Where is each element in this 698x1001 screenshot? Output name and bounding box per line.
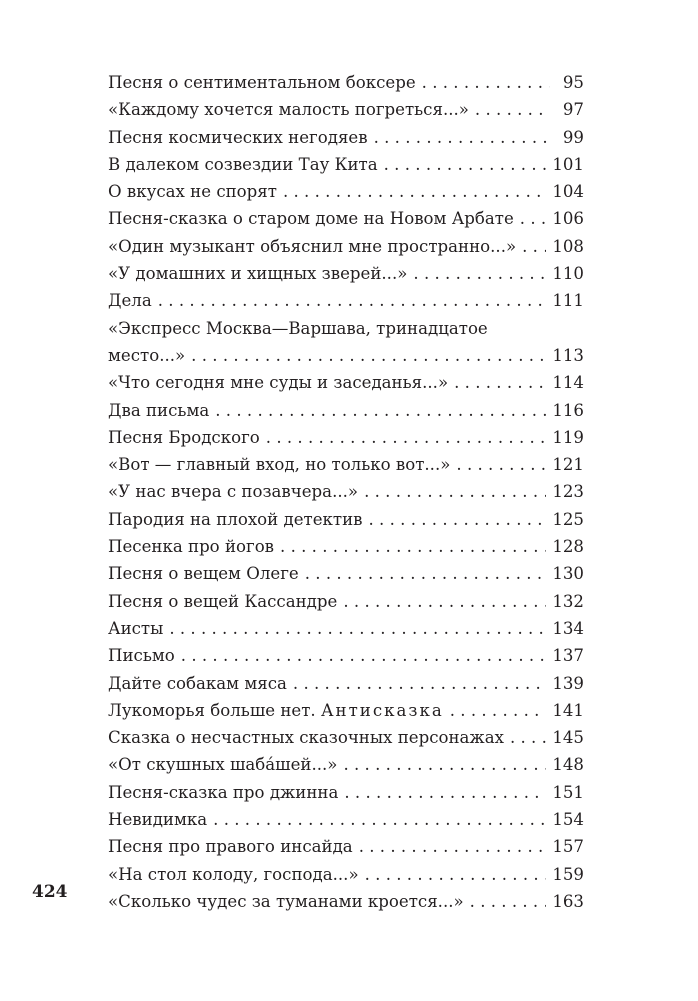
toc-entry-line [108,451,584,478]
toc-entry-title-text: «Каждому хочется малость погреться...» [108,100,469,120]
toc-entry-title [108,151,384,178]
toc-entry-title [108,806,213,833]
toc-entry-title-text: «Вот — главный вход, но только вот...» [108,455,451,475]
dot-leader [359,833,547,860]
dot-leader [191,342,546,369]
toc-entry-title [108,478,364,505]
toc-entry-line [108,506,584,533]
toc-entry [108,424,584,451]
toc-entry [108,615,584,642]
dot-leader [364,478,546,505]
toc-entry-title-text: «Сколько чудес за туманами кроется...» [108,891,464,911]
toc-entry [108,533,584,560]
toc-entry-page-number: 134 [552,618,584,638]
toc-entry-title [108,751,343,778]
dot-leader [510,724,546,751]
toc-entry-title-text: Аисты [108,618,164,638]
dot-leader [266,424,547,451]
toc-entry-title-text: место...» [108,345,186,365]
toc-entry-title-text: Дайте собакам мяса [108,673,287,693]
toc-entry-page-number: 157 [552,837,584,857]
toc-entry-line [108,861,584,888]
toc-entry [108,233,584,260]
toc-entry-line [108,369,584,396]
toc-entry-page-number: 113 [552,345,584,365]
toc-entry-line [108,287,584,314]
dot-leader [456,451,546,478]
toc-entry-title-text: Песня-сказка о старом доме на Новом Арбате [108,209,514,229]
toc-entry-page-number: 125 [552,509,584,529]
toc-entry-title [108,369,454,396]
toc-entry [108,96,584,123]
dot-leader [293,670,546,697]
toc-entry-page-number: 110 [552,264,584,284]
toc-entry-title-text: Лукоморья больше нет. [108,700,316,720]
toc-entry-title-text: Пародия на плохой детектив [108,509,363,529]
toc-entry-page-number: 130 [552,564,584,584]
dot-leader [522,233,546,260]
toc-entry-line [108,151,584,178]
toc-entry-title-text: Песня о вещей Кассандре [108,591,338,611]
toc-entry-page-number: 151 [552,782,584,802]
table-of-contents [108,69,584,915]
toc-entry-page-number: 114 [552,373,584,393]
toc-entry-line [108,178,584,205]
toc-entry-title-text: Два письма [108,400,210,420]
toc-entry-page-number: 139 [552,673,584,693]
toc-entry-title [108,69,422,96]
toc-entry-title-text: «У нас вчера с позавчера...» [108,482,359,502]
dot-leader [384,151,547,178]
dot-leader [369,506,547,533]
toc-entry-page-number: 101 [552,154,584,174]
toc-entry-title-text: Песня Бродского [108,427,260,447]
toc-entry-page-number: 123 [552,482,584,502]
toc-entry-line [108,588,584,615]
toc-entry-title [108,451,456,478]
toc-entry-title [108,233,522,260]
toc-entry-title [108,533,280,560]
toc-entry [108,69,584,96]
toc-entry-title [108,178,283,205]
toc-entry-title [108,779,344,806]
toc-entry-page-number: 95 [562,73,584,92]
dot-leader [181,642,547,669]
toc-entry-page-number: 137 [552,646,584,666]
toc-entry-title-text: «От скушных шаба́шей...» [108,755,338,775]
toc-entry [108,397,584,424]
toc-entry-page-number: 119 [552,427,584,447]
toc-entry [108,287,584,314]
toc-entry-page-number: 106 [552,209,584,229]
dot-leader [450,697,547,724]
toc-entry-title [108,424,266,451]
toc-entry-line [108,205,584,232]
toc-entry-title [108,833,359,860]
dot-leader [422,69,550,96]
toc-entry-page-number: 111 [552,291,584,311]
dot-leader [283,178,546,205]
toc-entry-line [108,69,584,96]
toc-entry-line [108,397,584,424]
toc-entry [108,697,584,724]
dot-leader [343,751,546,778]
toc-entry-title [108,697,450,724]
toc-entry-line [108,533,584,560]
toc-entry-line [108,642,584,669]
toc-entry-line [108,751,584,778]
dot-leader [454,369,546,396]
toc-entry-title [108,888,470,915]
toc-entry-title [108,342,191,369]
toc-entry-page-number: 128 [552,537,584,557]
dot-leader [344,779,546,806]
toc-entry-page-number: 141 [552,700,584,720]
toc-entry-page-number: 154 [552,810,584,830]
toc-entry-title-text: В далеком созвездии Тау Кита [108,154,378,174]
toc-entry-page-number: 104 [552,182,584,202]
toc-entry-title-text: Песня космических негодяев [108,127,368,147]
toc-entry-page-number: 121 [552,455,584,475]
toc-entry-title-text: Дела [108,291,152,311]
toc-entry-title-text: «У домашних и хищных зверей...» [108,264,408,284]
toc-entry-title [108,205,520,232]
dot-leader [374,124,550,151]
toc-entry-line [108,697,584,724]
toc-entry [108,724,584,751]
toc-entry-line [108,560,584,587]
toc-entry-line [108,724,584,751]
toc-entry [108,369,584,396]
toc-entry-title [108,560,305,587]
toc-entry-title-text: «На стол колоду, господа...» [108,864,359,884]
toc-entry-title [108,615,169,642]
toc-entry-line [108,833,584,860]
toc-entry [108,861,584,888]
toc-entry-title-text: Песня-сказка про джинна [108,782,339,802]
toc-entry [108,642,584,669]
dot-leader [158,287,547,314]
toc-entry-title [108,287,158,314]
toc-entry-line [108,615,584,642]
toc-entry-title [108,260,413,287]
toc-entry [108,588,584,615]
dot-leader [343,588,546,615]
toc-entry-title [108,506,369,533]
toc-entry-title [108,588,343,615]
toc-entry-line [108,124,584,151]
toc-entry-page-number: 116 [552,400,584,420]
toc-entry-title-text: Невидимка [108,810,208,830]
toc-entry-title-text: Песня о вещем Олеге [108,564,299,584]
toc-entry [108,478,584,505]
dot-leader [280,533,546,560]
toc-entry-subtitle-spaced: Антисказка [320,700,444,720]
dot-leader [213,806,546,833]
toc-entry [108,451,584,478]
dot-leader [365,861,547,888]
toc-entry-page-number: 159 [552,864,584,884]
toc-entry-title-text: О вкусах не спорят [108,182,277,202]
dot-leader [520,205,547,232]
toc-entry [108,260,584,287]
toc-entry-line [108,478,584,505]
toc-entry-title [108,670,293,697]
toc-entry [108,888,584,915]
toc-entry-title-text: Письмо [108,646,175,666]
toc-entry-title [108,124,374,151]
toc-entry-page-number: 163 [552,891,584,911]
toc-entry-title-text: Песня про правого инсайда [108,837,353,857]
toc-entry [108,751,584,778]
toc-entry-page-number: 148 [552,755,584,775]
dot-leader [305,560,547,587]
dot-leader [475,96,550,123]
toc-entry-line [108,342,584,369]
toc-entry [108,560,584,587]
toc-entry [108,670,584,697]
toc-entry [108,315,584,370]
toc-entry-title-line1: «Экспресс Москва—Варшава, тринадцатое [108,318,488,338]
toc-entry [108,833,584,860]
toc-entry [108,806,584,833]
toc-entry [108,205,584,232]
toc-entry-line [108,424,584,451]
page-number: 424 [32,882,68,902]
toc-entry-line [108,806,584,833]
toc-entry-page-number: 97 [562,100,584,120]
toc-entry [108,151,584,178]
toc-entry-title-text: Песенка про йогов [108,537,275,557]
dot-leader [215,397,546,424]
toc-entry [108,506,584,533]
toc-entry-page-number: 108 [552,236,584,256]
toc-entry-page-number: 99 [562,127,584,147]
toc-entry-title [108,861,365,888]
toc-entry-title-text: Сказка о несчастных сказочных персонажах [108,728,504,748]
toc-entry [108,178,584,205]
toc-entry-page-number: 132 [552,591,584,611]
toc-entry-line [108,233,584,260]
toc-entry-page-number: 145 [552,728,584,748]
dot-leader [470,888,547,915]
toc-entry-title-text: Песня о сентиментальном боксере [108,73,416,92]
toc-entry-title [108,96,475,123]
toc-entry-title-text: «Один музыкант объяснил мне пространно...» [108,236,517,256]
toc-entry-line [108,779,584,806]
toc-entry-title-text: «Что сегодня мне суды и заседанья...» [108,373,449,393]
toc-entry-title [108,397,215,424]
toc-entry-line [108,260,584,287]
toc-entry [108,124,584,151]
toc-entry-line [108,888,584,915]
dot-leader [169,615,546,642]
toc-entry-title [108,642,181,669]
toc-entry-title [108,724,510,751]
toc-entry-line [108,670,584,697]
toc-entry-line [108,96,584,123]
toc-entry [108,779,584,806]
dot-leader [413,260,546,287]
